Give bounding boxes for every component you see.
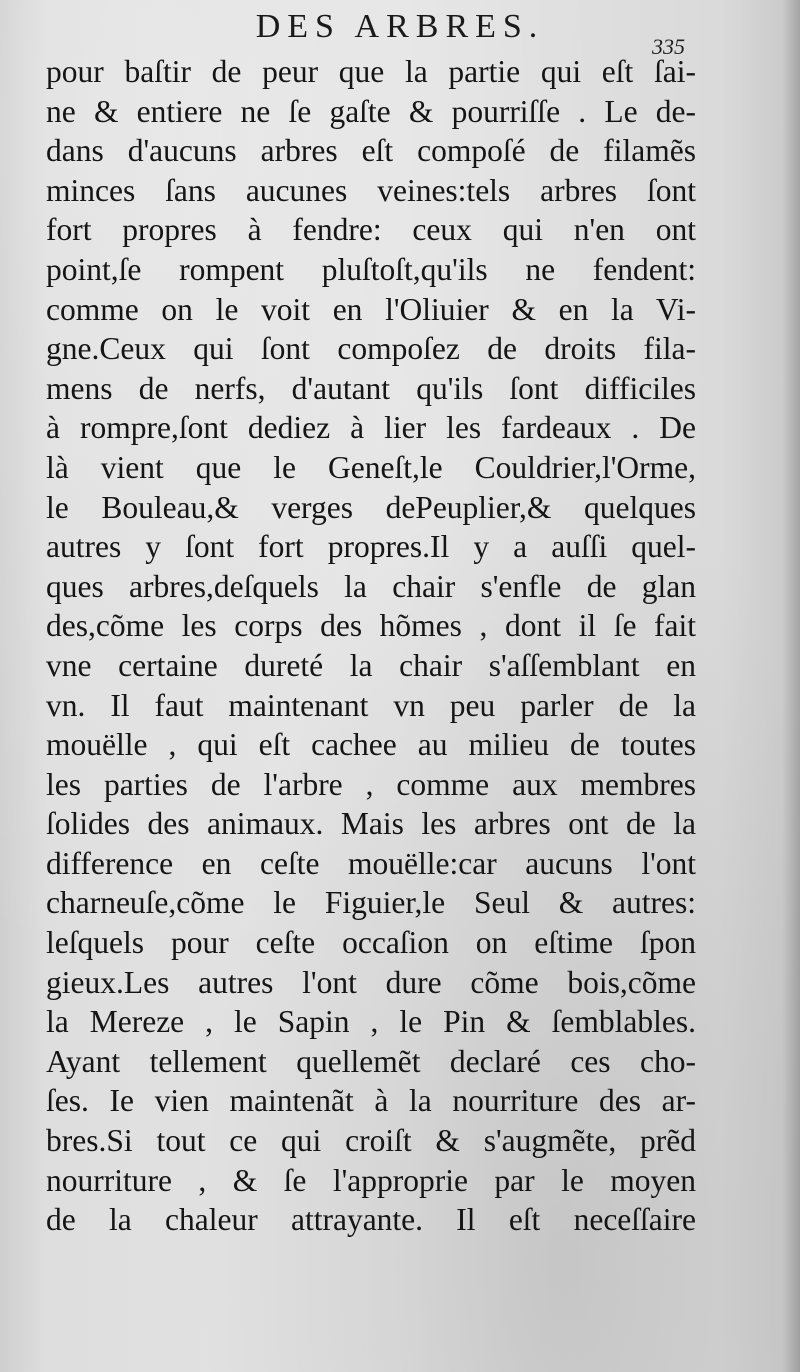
text-line: gieux.Les autres l'ont dure cõme bois,cõme <box>46 964 696 1000</box>
text-line: vn. Il faut maintenant vn peu parler de la <box>46 687 696 723</box>
text-line: les parties de l'arbre , comme aux membres <box>46 766 696 802</box>
text-line: ſolides des animaux. Mais les arbres ont de la <box>46 806 696 842</box>
text-line: ne & entiere ne ſe gaſte & pourriſſe . Le de- <box>46 93 696 129</box>
text-line: bres.Si tout ce qui croiſt & s'augmẽte, prẽd <box>46 1123 696 1159</box>
text-line: nourriture , & ſe l'approprie par le moyen <box>46 1162 696 1198</box>
text-line: pour baſtir de peur que la partie qui eſt ſai- <box>46 54 696 89</box>
body-text <box>46 52 696 1240</box>
text-line: à rompre,ſont dediez à lier les fardeaux . De <box>46 410 696 446</box>
text-line: vne certaine dureté la chair s'aſſemblant en <box>46 647 696 683</box>
text-line: minces ſans aucunes veines:tels arbres ſont <box>46 172 696 208</box>
text-line: point,ſe rompent pluſtoſt,qu'ils ne fendent: <box>46 251 696 287</box>
text-line: gne.Ceux qui ſont compoſez de droits fila- <box>46 331 696 367</box>
text-line: Ayant tellement quellemẽt declaré ces cho- <box>46 1043 696 1079</box>
text-line: ſes. Ie vien maintenãt à la nourriture des ar- <box>46 1083 696 1119</box>
text-line: autres y ſont fort propres.Il y a auſſi quel- <box>46 529 696 565</box>
running-head: DES ARBRES. <box>255 8 545 45</box>
text-line: mouëlle , qui eſt cachee au milieu de toutes <box>46 727 696 763</box>
text-line: de la chaleur attrayante. Il eſt neceſſaire <box>46 1202 696 1238</box>
text-line: la Mereze , le Sapin , le Pin & ſemblables. <box>46 1004 696 1040</box>
text-line: là vient que le Geneſt,le Couldrier,l'Orme, <box>46 449 696 485</box>
text-line: comme on le voit en l'Oliuier & en la Vi- <box>46 291 696 327</box>
page-number: 335 <box>652 34 685 59</box>
text-line: leſquels pour ceſte occaſion on eſtime ſpon <box>46 925 696 961</box>
text-line: des,cõme les corps des hõmes , dont il ſe fait <box>46 608 696 644</box>
text-line: difference en ceſte mouëlle:car aucuns l'ont <box>46 845 696 881</box>
text-line: charneuſe,cõme le Figuier,le Seul & autres: <box>46 885 696 921</box>
text-line: dans d'aucuns arbres eſt compoſé de filamẽs <box>46 133 696 169</box>
text-line: mens de nerfs, d'autant qu'ils ſont difficiles <box>46 370 696 406</box>
text-line: le Bouleau,& verges dePeuplier,& quelques <box>46 489 696 525</box>
text-line: fort propres à fendre: ceux qui n'en ont <box>46 212 696 248</box>
text-line: ques arbres,deſquels la chair s'enfle de glan <box>46 568 696 604</box>
page-edge-shadow <box>782 0 800 1372</box>
